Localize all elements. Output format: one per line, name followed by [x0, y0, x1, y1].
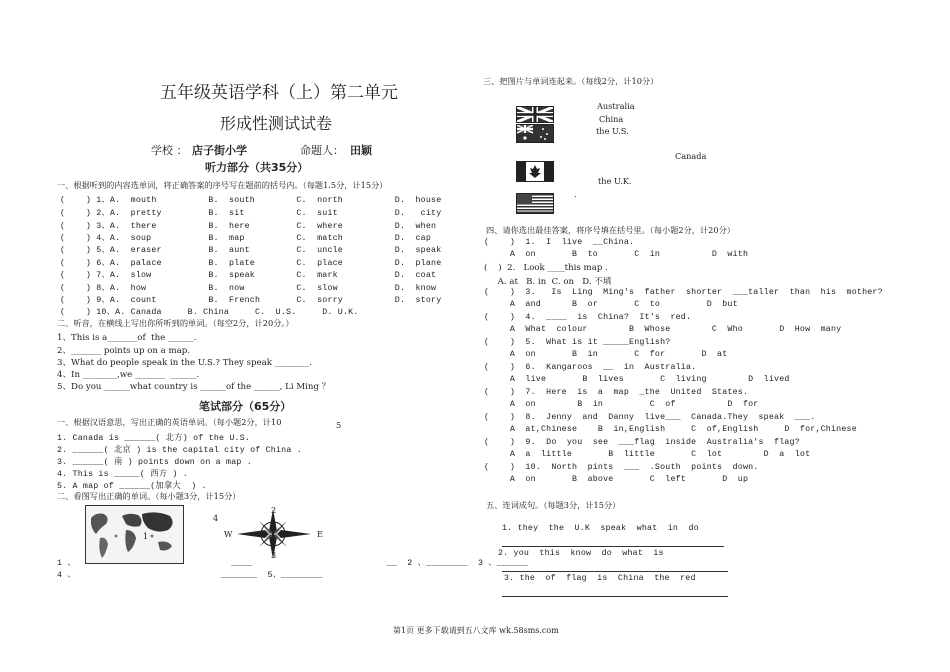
sec4-instruction: 四、请你选出最佳答案，将序号填在括号里。（每小题2分，计20分）	[486, 225, 735, 235]
list-item: A at,Chinese B in,English C of,English D for,Chinese	[484, 425, 857, 434]
sec2w-answer-row1: 1 、 ____ __ 2 、________ 3 、______	[57, 559, 528, 568]
list-item: A on B above C left D up	[484, 475, 749, 484]
sentence-item: 2. you this know do what is	[498, 549, 664, 558]
usa-flag-icon	[516, 193, 554, 214]
list-item: ( ) 6. Kangaroos __ in Australia.	[484, 363, 697, 372]
map-marker-1: 1	[143, 531, 149, 541]
list-item: 3. ______( 南 ) points down on a map .	[57, 458, 252, 467]
author-name: 田颖	[350, 144, 372, 157]
australia-flag-icon	[516, 124, 554, 143]
list-item: ( ) 6、A. palace B. plate C. place D. plane	[60, 259, 442, 268]
list-item: ( ) 3. Is Ling Ming's father shorter ___taller than his mother?	[484, 288, 883, 297]
list-item: ( ) 5、A. eraser B. aunt C. uncle D. speak	[60, 246, 442, 255]
sec2w-answer-row2: 4 、 _______ 5、________	[57, 571, 323, 580]
list-item: 4、In ________,we _______ ______.	[57, 370, 200, 380]
list-item: ( ) 8、A. how B. now C. slow D. know	[60, 284, 437, 293]
compass-s: 3	[271, 550, 277, 560]
sec5-instruction: 五、连词成句。（每题3分，计15分）	[486, 500, 621, 510]
match-word: China	[599, 114, 624, 124]
listening-title: 听力部分（共35分）	[205, 161, 309, 174]
list-item: ( ) 9、A. count B. French C. sorry D. story	[60, 296, 442, 305]
match-word: the U.S.	[596, 126, 629, 136]
page-footer: 第1页 更多下载请到五八文库 wk.58sms.com	[393, 626, 559, 635]
compass-w: W	[224, 529, 233, 539]
list-item: A a little B little C lot D a lot	[484, 450, 811, 459]
uk-flag-icon	[516, 106, 554, 123]
canada-flag-icon	[516, 161, 554, 182]
list-item: ( ) 3、A. there B. here C. where D. when	[60, 222, 437, 231]
sentence-item: 3. the of flag is China the red	[504, 574, 696, 583]
list-item: 5、Do you ______what country is ______of the ______, Li Ming ？	[57, 382, 331, 392]
list-item: 3、What do people speak in the U.S.? They speak ________.	[57, 358, 312, 368]
list-item: 2. ______( 北京 ) is the capital city of China .	[57, 446, 302, 455]
list-item: A on B to C in D with	[484, 250, 749, 259]
match-word: Australia	[597, 101, 635, 111]
list-item: 1. Canada is ______( 北方) of the U.S.	[57, 434, 251, 443]
answer-line	[502, 596, 728, 597]
compass-n: 2	[271, 505, 277, 515]
title-line1: 五年级英语学科（上）第二单元	[160, 83, 398, 103]
list-item: A on B in C for D at	[484, 350, 728, 359]
match-word: Canada	[675, 151, 707, 161]
list-item: A and B or C to D but	[484, 300, 738, 309]
list-item: ( ) 10. North pints ___ .South points down.	[484, 463, 759, 472]
list-item: 4. This is _____( 西方 ) .	[57, 470, 188, 479]
world-map-icon	[86, 506, 183, 563]
match-word: .	[574, 189, 577, 199]
list-item: ( ) 10、A. Canada B. China C. U.S. D. U.K.	[60, 308, 359, 317]
list-item: A on B in C of D for	[484, 400, 759, 409]
answer-line	[502, 546, 724, 547]
school-label: 学校 ：	[151, 144, 188, 157]
sec1-instruction: 一、根据听到的内容选单词，将正确答案的序号写在题前的括号内。（每题1.5分，计15分）	[57, 180, 388, 190]
list-item: ( ) 2. Look ____this map .	[484, 263, 608, 273]
list-item: ( ) 7、A. slow B. speak C. mark D. coat	[60, 271, 437, 280]
list-item: A. at B. in C. on D. 不填	[484, 277, 612, 287]
title-line2: 形成性测试试卷	[220, 114, 333, 133]
list-item: ( ) 1、A. mouth B. south C. north D. house	[60, 196, 442, 205]
sentence-item: 1. they the U.K speak what in do	[502, 524, 699, 533]
compass-label-4: 4	[213, 513, 219, 523]
sec2w-instruction: 二、看图写出正确的单词。（每小题3分，计15分）	[57, 491, 241, 501]
writing-title: 笔试部分（65分）	[199, 400, 292, 413]
stray-number: 5	[336, 420, 342, 430]
list-item: A live B lives C living D lived	[484, 375, 790, 384]
list-item: ( ) 9. Do you see ___flag inside Australia's flag?	[484, 438, 800, 447]
school-name: 店子街小学	[192, 144, 247, 157]
answer-line	[502, 571, 728, 572]
list-item: A What colour B Whose C Who D How many	[484, 325, 842, 334]
list-item: 5. A map of ______(加拿大 ) .	[57, 482, 207, 491]
compass-e: E	[317, 529, 323, 539]
match-word: the U.K.	[598, 176, 632, 186]
list-item: ( ) 4、A. soup B. map C. match D. cap	[60, 234, 432, 243]
compass-image	[225, 505, 325, 563]
list-item: ( ) 4. ____ is China? It's red.	[484, 313, 692, 322]
list-item: 2、_______ points up on a map.	[57, 346, 190, 356]
sec1w-instruction: 一、根据汉语意思，写出正确的英语单词。（每小题2分，计10	[57, 417, 282, 427]
list-item: ( ) 1. I live __China.	[484, 238, 635, 247]
list-item: ( ) 5. What is it _____English?	[484, 338, 671, 347]
sec2-instruction: 二、听音，在横线上写出你所听到的单词。（每空2分，计20分。）	[57, 318, 294, 328]
sec3-instruction: 三、把图片与单词连起来。（每线2分，计10分）	[483, 76, 659, 86]
list-item: 1、This is a_______of the ______.	[57, 333, 197, 343]
author-label: 命题人：	[300, 144, 344, 157]
list-item: ( ) 2、A. pretty B. sit C. suit D. city	[60, 209, 442, 218]
list-item: ( ) 7. Here is a map _the United States.	[484, 388, 749, 397]
list-item: ( ) 8. Jenny and Danny live___ Canada.They speak ___.	[484, 413, 816, 422]
